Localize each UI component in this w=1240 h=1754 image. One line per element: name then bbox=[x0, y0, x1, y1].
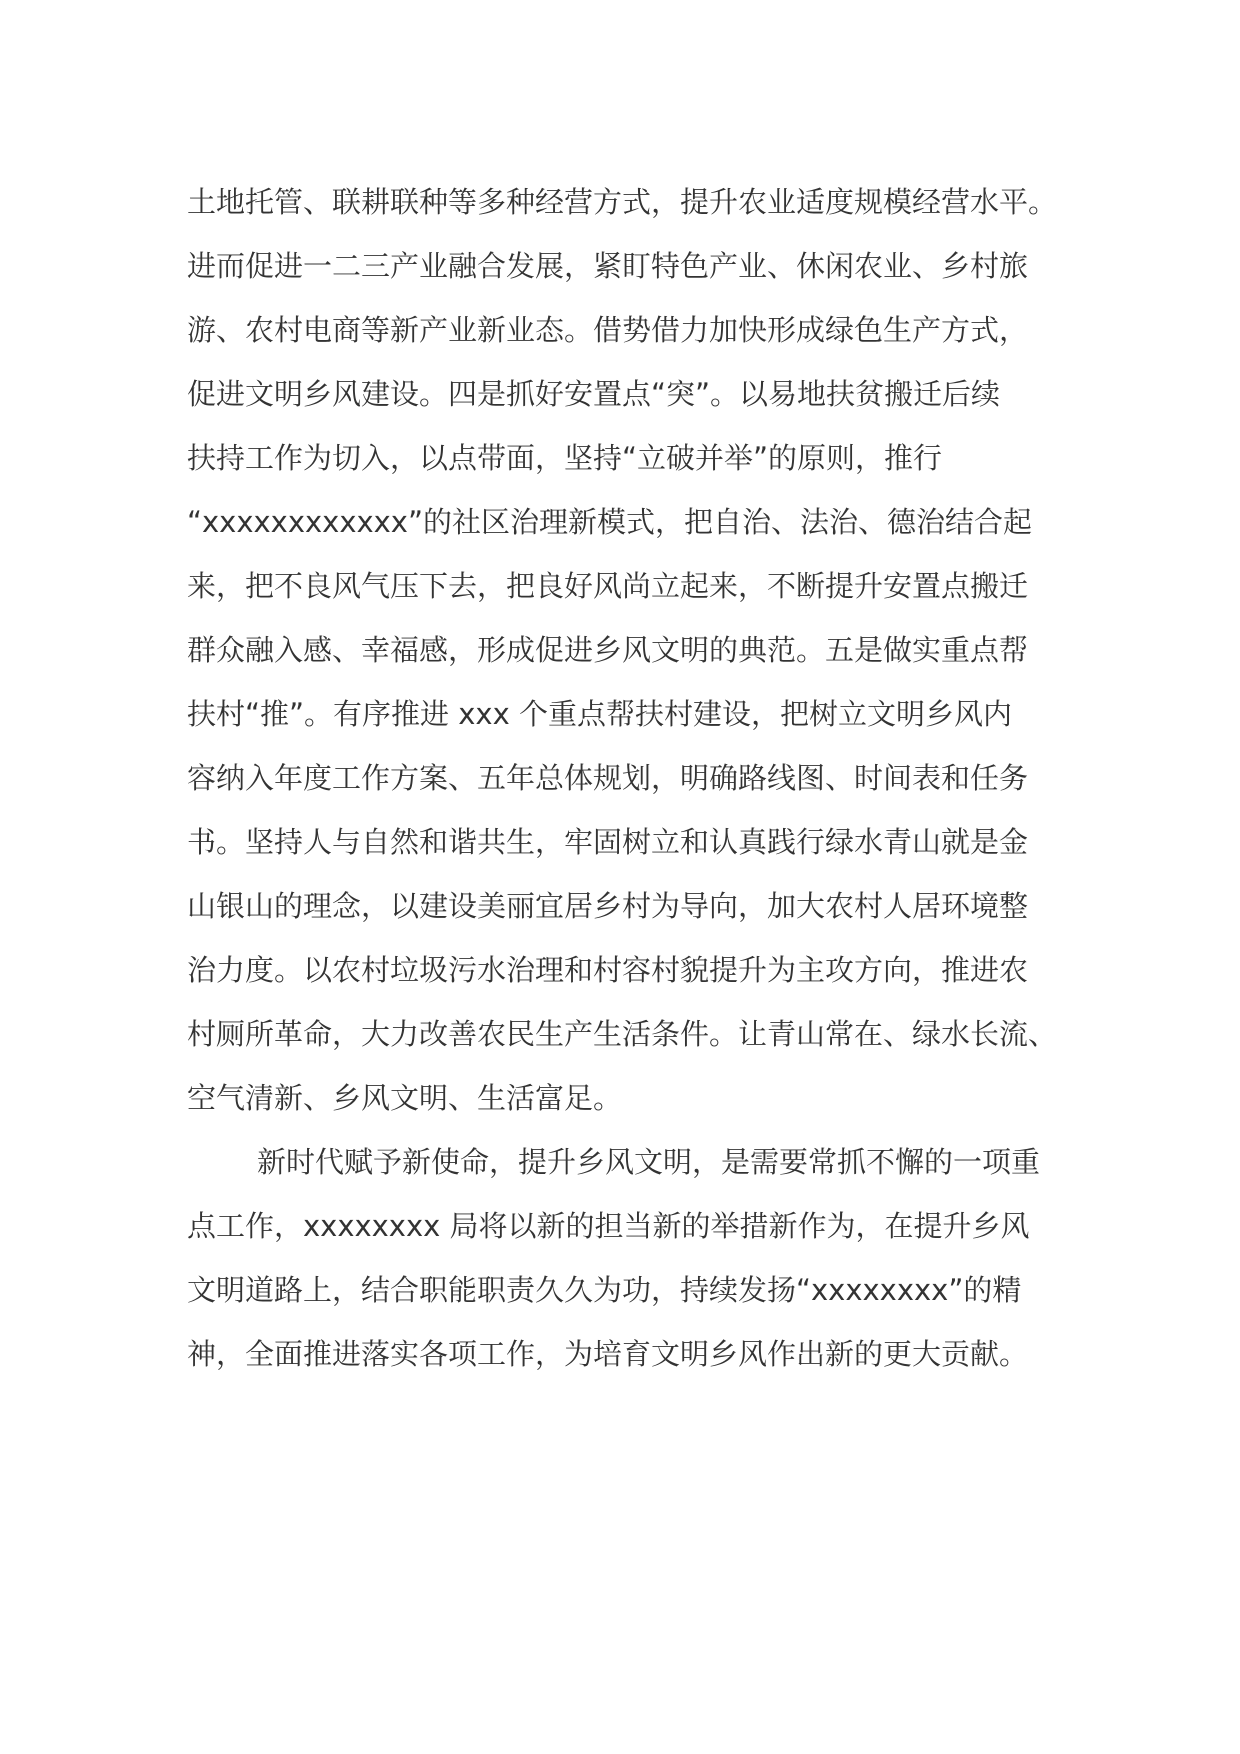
text-line: 进而促进一二三产业融合发展，紧盯特色产业、休闲农业、乡村旅 bbox=[187, 249, 1029, 283]
document-body bbox=[187, 170, 1067, 1386]
text-line: 书。坚持人与自然和谐共生，牢固树立和认真践行绿水青山就是金 bbox=[187, 825, 1029, 859]
text-line: 来，把不良风气压下去，把良好风尚立起来，不断提升安置点搬迁 bbox=[187, 569, 1029, 603]
text-line: 点工作，xxxxxxxx 局将以新的担当新的举措新作为，在提升乡风 bbox=[187, 1209, 1030, 1243]
text-line: 空气清新、乡风文明、生活富足。 bbox=[187, 1081, 623, 1115]
text-line: 群众融入感、幸福感，形成促进乡风文明的典范。五是做实重点帮 bbox=[187, 633, 1029, 667]
text-line: 游、农村电商等新产业新业态。借势借力加快形成绿色生产方式， bbox=[187, 313, 1029, 347]
text-line: 促进文明乡风建设。四是抓好安置点“突”。以易地扶贫搬迁后续 bbox=[187, 377, 1001, 411]
text-line: 村厕所革命，大力改善农民生产生活条件。让青山常在、绿水长流、 bbox=[187, 1017, 1058, 1051]
text-line: “xxxxxxxxxxxx”的社区治理新模式，把自治、法治、德治结合起 bbox=[187, 505, 1032, 539]
text-line: 神，全面推进落实各项工作，为培育文明乡风作出新的更大贡献。 bbox=[187, 1337, 1029, 1371]
text-line: 文明道路上，结合职能职责久久为功，持续发扬“xxxxxxxx”的精 bbox=[187, 1273, 1022, 1307]
text-line: 扶村“推”。有序推进 xxx 个重点帮扶村建设，把树立文明乡风内 bbox=[187, 697, 1012, 731]
text-line: 山银山的理念，以建设美丽宜居乡村为导向，加大农村人居环境整 bbox=[187, 889, 1029, 923]
text-line: 治力度。以农村垃圾污水治理和村容村貌提升为主攻方向，推进农 bbox=[187, 953, 1029, 987]
text-line: 容纳入年度工作方案、五年总体规划，明确路线图、时间表和任务 bbox=[187, 761, 1029, 795]
paragraph-first-line: 新时代赋予新使命，提升乡风文明，是需要常抓不懈的一项重 bbox=[257, 1145, 1041, 1179]
text-line: 土地托管、联耕联种等多种经营方式，提升农业适度规模经营水平。 bbox=[187, 185, 1058, 219]
text-line: 扶持工作为切入，以点带面，坚持“立破并举”的原则，推行 bbox=[187, 441, 943, 475]
